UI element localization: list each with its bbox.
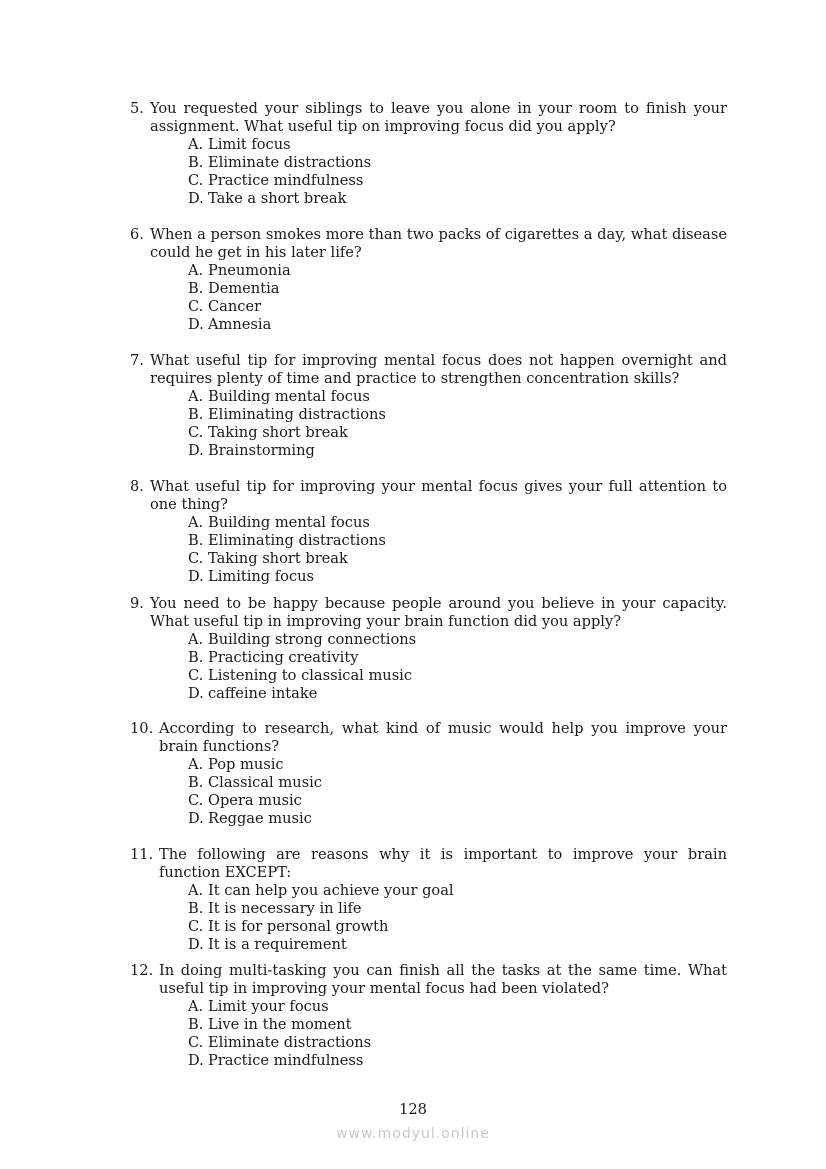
option-d bbox=[188, 810, 727, 828]
question-text: When a person smokes more than two packs of cigarettes a day, what disease could he get in his later life? bbox=[150, 226, 727, 261]
option-text: It is a requirement bbox=[208, 936, 347, 953]
option-text: Dementia bbox=[208, 280, 280, 297]
question-8 bbox=[130, 478, 727, 586]
option-text: Eliminate distractions bbox=[208, 1034, 372, 1051]
option-text: Limiting focus bbox=[208, 568, 315, 585]
option-b bbox=[188, 649, 727, 667]
option-c bbox=[188, 172, 727, 190]
option-a bbox=[188, 136, 727, 154]
option-d bbox=[188, 442, 727, 460]
option-d bbox=[188, 190, 727, 208]
option-letter: C. bbox=[188, 667, 204, 684]
option-letter: B. bbox=[188, 154, 204, 171]
option-letter: A. bbox=[188, 882, 204, 899]
option-text: Classical music bbox=[208, 774, 322, 791]
option-text: Reggae music bbox=[208, 810, 312, 827]
option-text: caffeine intake bbox=[208, 685, 318, 702]
option-letter: D. bbox=[188, 810, 204, 827]
option-text: Limit focus bbox=[208, 136, 291, 153]
question-number: 7. bbox=[130, 352, 144, 369]
question-text: According to research, what kind of music would help you improve your brain functions? bbox=[159, 720, 727, 755]
question-number: 12. bbox=[130, 962, 154, 979]
option-text: Take a short break bbox=[208, 190, 347, 207]
option-letter: C. bbox=[188, 550, 204, 567]
option-a bbox=[188, 631, 727, 649]
option-letter: C. bbox=[188, 918, 204, 935]
option-text: Pop music bbox=[208, 756, 284, 773]
question-5 bbox=[130, 100, 727, 208]
option-b bbox=[188, 1016, 727, 1034]
option-c bbox=[188, 1034, 727, 1052]
question-text: What useful tip for improving your mental focus gives your full attention to one thing? bbox=[150, 478, 727, 513]
option-letter: C. bbox=[188, 1034, 204, 1051]
option-letter: D. bbox=[188, 568, 204, 585]
option-letter: D. bbox=[188, 316, 204, 333]
option-b bbox=[188, 532, 727, 550]
question-number: 5. bbox=[130, 100, 144, 117]
option-text: Taking short break bbox=[208, 424, 348, 441]
option-c bbox=[188, 667, 727, 685]
option-letter: A. bbox=[188, 262, 204, 279]
option-b bbox=[188, 774, 727, 792]
option-text: Eliminate distractions bbox=[208, 154, 372, 171]
option-text: Building mental focus bbox=[208, 388, 370, 405]
option-d bbox=[188, 316, 727, 334]
option-letter: A. bbox=[188, 136, 204, 153]
option-text: Taking short break bbox=[208, 550, 348, 567]
option-c bbox=[188, 298, 727, 316]
option-letter: B. bbox=[188, 406, 204, 423]
question-text: You requested your siblings to leave you alone in your room to finish your assignment. What useful tip on improving focus did you apply? bbox=[150, 100, 727, 135]
option-b bbox=[188, 406, 727, 424]
option-text: Limit your focus bbox=[208, 998, 329, 1015]
option-letter: A. bbox=[188, 514, 204, 531]
option-text: Brainstorming bbox=[208, 442, 315, 459]
question-number: 8. bbox=[130, 478, 144, 495]
question-10 bbox=[130, 720, 727, 828]
option-text: It is necessary in life bbox=[208, 900, 362, 917]
option-letter: B. bbox=[188, 280, 204, 297]
option-text: It is for personal growth bbox=[208, 918, 389, 935]
option-b bbox=[188, 280, 727, 298]
option-letter: B. bbox=[188, 900, 204, 917]
question-6 bbox=[130, 226, 727, 334]
question-text: You need to be happy because people around you believe in your capacity. What useful tip in improving your brain function did you apply? bbox=[150, 595, 727, 630]
option-b bbox=[188, 900, 727, 918]
option-a bbox=[188, 514, 727, 532]
option-letter: D. bbox=[188, 1052, 204, 1069]
question-7 bbox=[130, 352, 727, 460]
option-letter: D. bbox=[188, 442, 204, 459]
option-letter: D. bbox=[188, 190, 204, 207]
question-number: 11. bbox=[130, 846, 154, 863]
question-text: The following are reasons why it is important to improve your brain function EXCEPT: bbox=[159, 846, 727, 881]
question-text: What useful tip for improving mental focus does not happen overnight and requires plenty of time and practice to strengthen concentration skills? bbox=[150, 352, 727, 387]
watermark: www.modyul.online bbox=[336, 1126, 490, 1142]
option-letter: C. bbox=[188, 792, 204, 809]
option-text: Eliminating distractions bbox=[208, 406, 386, 423]
option-c bbox=[188, 550, 727, 568]
option-letter: B. bbox=[188, 774, 204, 791]
question-number: 9. bbox=[130, 595, 144, 612]
option-text: Building mental focus bbox=[208, 514, 370, 531]
option-a bbox=[188, 998, 727, 1016]
option-d bbox=[188, 1052, 727, 1070]
question-12 bbox=[130, 962, 727, 1070]
question-11 bbox=[130, 846, 727, 954]
option-text: Listening to classical music bbox=[208, 667, 413, 684]
option-letter: D. bbox=[188, 685, 204, 702]
option-text: Pneumonia bbox=[208, 262, 291, 279]
option-letter: B. bbox=[188, 1016, 204, 1033]
option-c bbox=[188, 918, 727, 936]
option-letter: C. bbox=[188, 298, 204, 315]
page-number: 128 bbox=[399, 1101, 427, 1118]
option-text: Cancer bbox=[208, 298, 262, 315]
option-letter: D. bbox=[188, 936, 204, 953]
option-d bbox=[188, 568, 727, 586]
option-a bbox=[188, 756, 727, 774]
option-letter: A. bbox=[188, 998, 204, 1015]
option-text: Opera music bbox=[208, 792, 302, 809]
question-number: 10. bbox=[130, 720, 154, 737]
option-text: Practice mindfulness bbox=[208, 172, 364, 189]
option-text: Practice mindfulness bbox=[208, 1052, 364, 1069]
option-letter: A. bbox=[188, 631, 204, 648]
option-a bbox=[188, 388, 727, 406]
option-d bbox=[188, 685, 727, 703]
option-letter: B. bbox=[188, 649, 204, 666]
question-text: In doing multi-tasking you can finish all the tasks at the same time. What useful tip in improving your mental focus had been violated? bbox=[159, 962, 727, 997]
question-9 bbox=[130, 595, 727, 703]
option-d bbox=[188, 936, 727, 954]
option-text: Building strong connections bbox=[208, 631, 417, 648]
option-b bbox=[188, 154, 727, 172]
option-letter: A. bbox=[188, 388, 204, 405]
option-letter: A. bbox=[188, 756, 204, 773]
option-a bbox=[188, 262, 727, 280]
option-a bbox=[188, 882, 727, 900]
option-letter: C. bbox=[188, 424, 204, 441]
option-text: Live in the moment bbox=[208, 1016, 352, 1033]
question-number: 6. bbox=[130, 226, 144, 243]
option-text: Amnesia bbox=[208, 316, 272, 333]
option-letter: B. bbox=[188, 532, 204, 549]
option-text: Practicing creativity bbox=[208, 649, 359, 666]
option-c bbox=[188, 792, 727, 810]
option-letter: C. bbox=[188, 172, 204, 189]
option-text: It can help you achieve your goal bbox=[208, 882, 454, 899]
option-c bbox=[188, 424, 727, 442]
option-text: Eliminating distractions bbox=[208, 532, 386, 549]
